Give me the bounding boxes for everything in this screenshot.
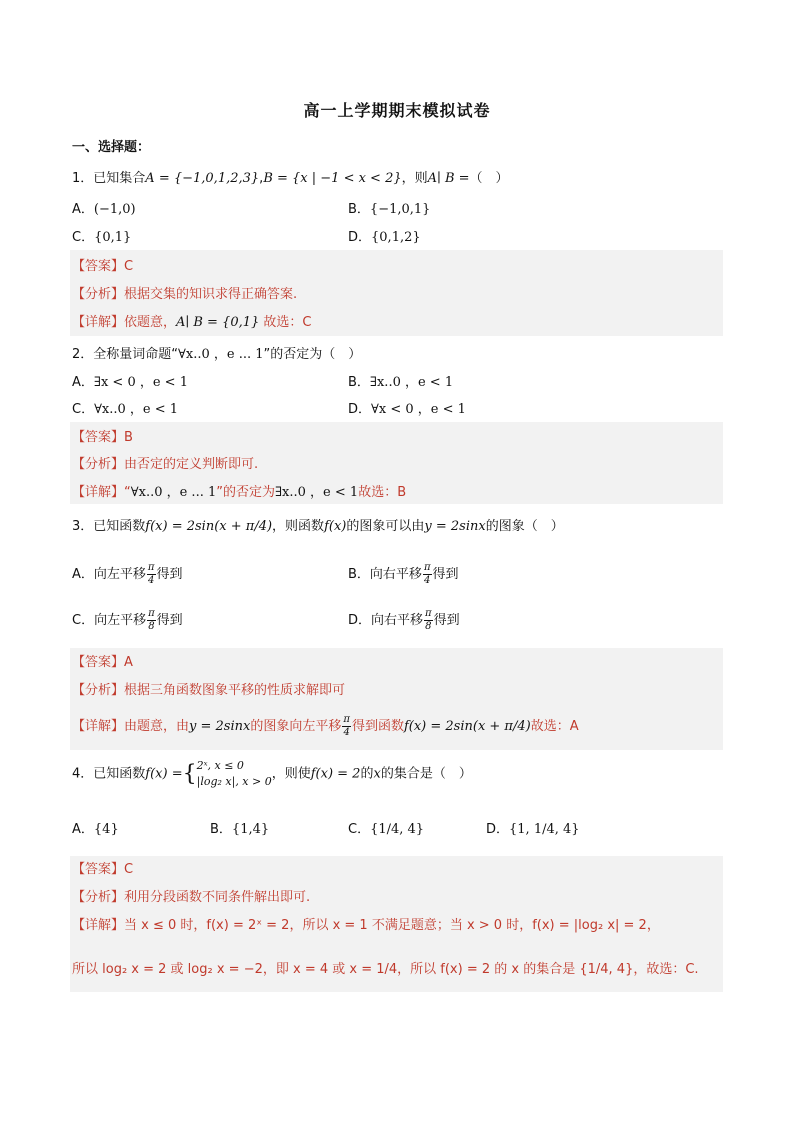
q4-detail-line-2: 所以 log₂ x = 2 或 log₂ x = −2，即 x = 4 或 x = 1/4，所以 f(x) = 2 的 x 的集合是 {1/4, 4}，故选：C. <box>72 962 699 977</box>
q1-option-c[interactable]: C．{0,1} <box>72 230 132 245</box>
q1-option-d[interactable]: D．{0,1,2} <box>348 230 421 245</box>
q3-option-c[interactable]: C．向左平移 $\frac{\pi}{8}$ 得到 <box>72 608 183 632</box>
q4-option-c[interactable]: C．{1/4, 4} <box>348 822 425 837</box>
q3-answer: 【答案】A <box>72 655 133 670</box>
question-4-stem: 4．已知函数f(x) ={ 2ˣ, x ≤ 0 |log₂ x|, x > 0 ，则使f(x) = 2的x的集合是（ ） <box>72 759 472 788</box>
q3-option-b[interactable]: B．向右平移 $\frac{\pi}{4}$ 得到 <box>348 562 459 586</box>
q2-detail: 【详解】“∀x..0 ，e ... 1”的否定为∃x..0 ，e < 1故选：B <box>72 485 407 500</box>
q4-option-b[interactable]: B．{1,4} <box>210 822 270 837</box>
q1-option-b[interactable]: B．{−1,0,1} <box>348 202 431 217</box>
q1-option-a[interactable]: A．(−1,0) <box>72 202 136 217</box>
q4-detail-line-1: 【详解】当 x ≤ 0 时，f(x) = 2ˣ = 2，所以 x = 1 不满足题意；当 x > 0 时，f(x) = |log₂ x| = 2， <box>72 918 660 933</box>
q4-analysis: 【分析】利用分段函数不同条件解出即可. <box>72 890 311 905</box>
q1-analysis: 【分析】根据交集的知识求得正确答案. <box>72 287 298 302</box>
q1-answer: 【答案】C <box>72 259 134 274</box>
question-1-stem: 1．已知集合A = {−1,0,1,2,3},B = {x | −1 < x < 2}，则A∣ B =（ ） <box>72 171 509 186</box>
q2-option-d[interactable]: D．∀x < 0 ，e < 1 <box>348 402 466 417</box>
q2-option-b[interactable]: B．∃x..0 ，e < 1 <box>348 375 454 390</box>
q4-option-d[interactable]: D．{1, 1/4, 4} <box>486 822 580 837</box>
page-title: 高一上学期期末模拟试卷 <box>303 101 491 120</box>
question-2-stem: 2．全称量词命题“∀x..0 ，e ... 1”的否定为（ ） <box>72 347 362 362</box>
q2-option-c[interactable]: C．∀x..0 ，e < 1 <box>72 402 179 417</box>
q3-option-a[interactable]: A．向左平移 $\frac{\pi}{4}$ 得到 <box>72 562 183 586</box>
section-heading: 一、选择题： <box>72 140 151 155</box>
q3-detail: 【详解】由题意，由y = 2sinx的图象向左平移 $\frac{\pi}{4}$ 得到函数f(x) = 2sin(x + π/4)故选：A <box>72 714 579 738</box>
q2-analysis: 【分析】由否定的定义判断即可. <box>72 457 259 472</box>
question-3-stem: 3．已知函数f(x) = 2sin(x + π/4)，则函数f(x)的图象可以由y = 2sinx的图象（ ） <box>72 519 564 534</box>
q3-option-d[interactable]: D．向右平移 $\frac{\pi}{8}$ 得到 <box>348 608 460 632</box>
q4-answer: 【答案】C <box>72 862 134 877</box>
q4-option-a[interactable]: A．{4} <box>72 822 119 837</box>
q3-analysis: 【分析】根据三角函数图象平移的性质求解即可 <box>72 683 346 698</box>
q1-detail: 【详解】依题意，A∣ B = {0,1} 故选：C <box>72 315 312 330</box>
q2-option-a[interactable]: A．∃x < 0 ，e < 1 <box>72 375 188 390</box>
q2-answer: 【答案】B <box>72 430 133 445</box>
